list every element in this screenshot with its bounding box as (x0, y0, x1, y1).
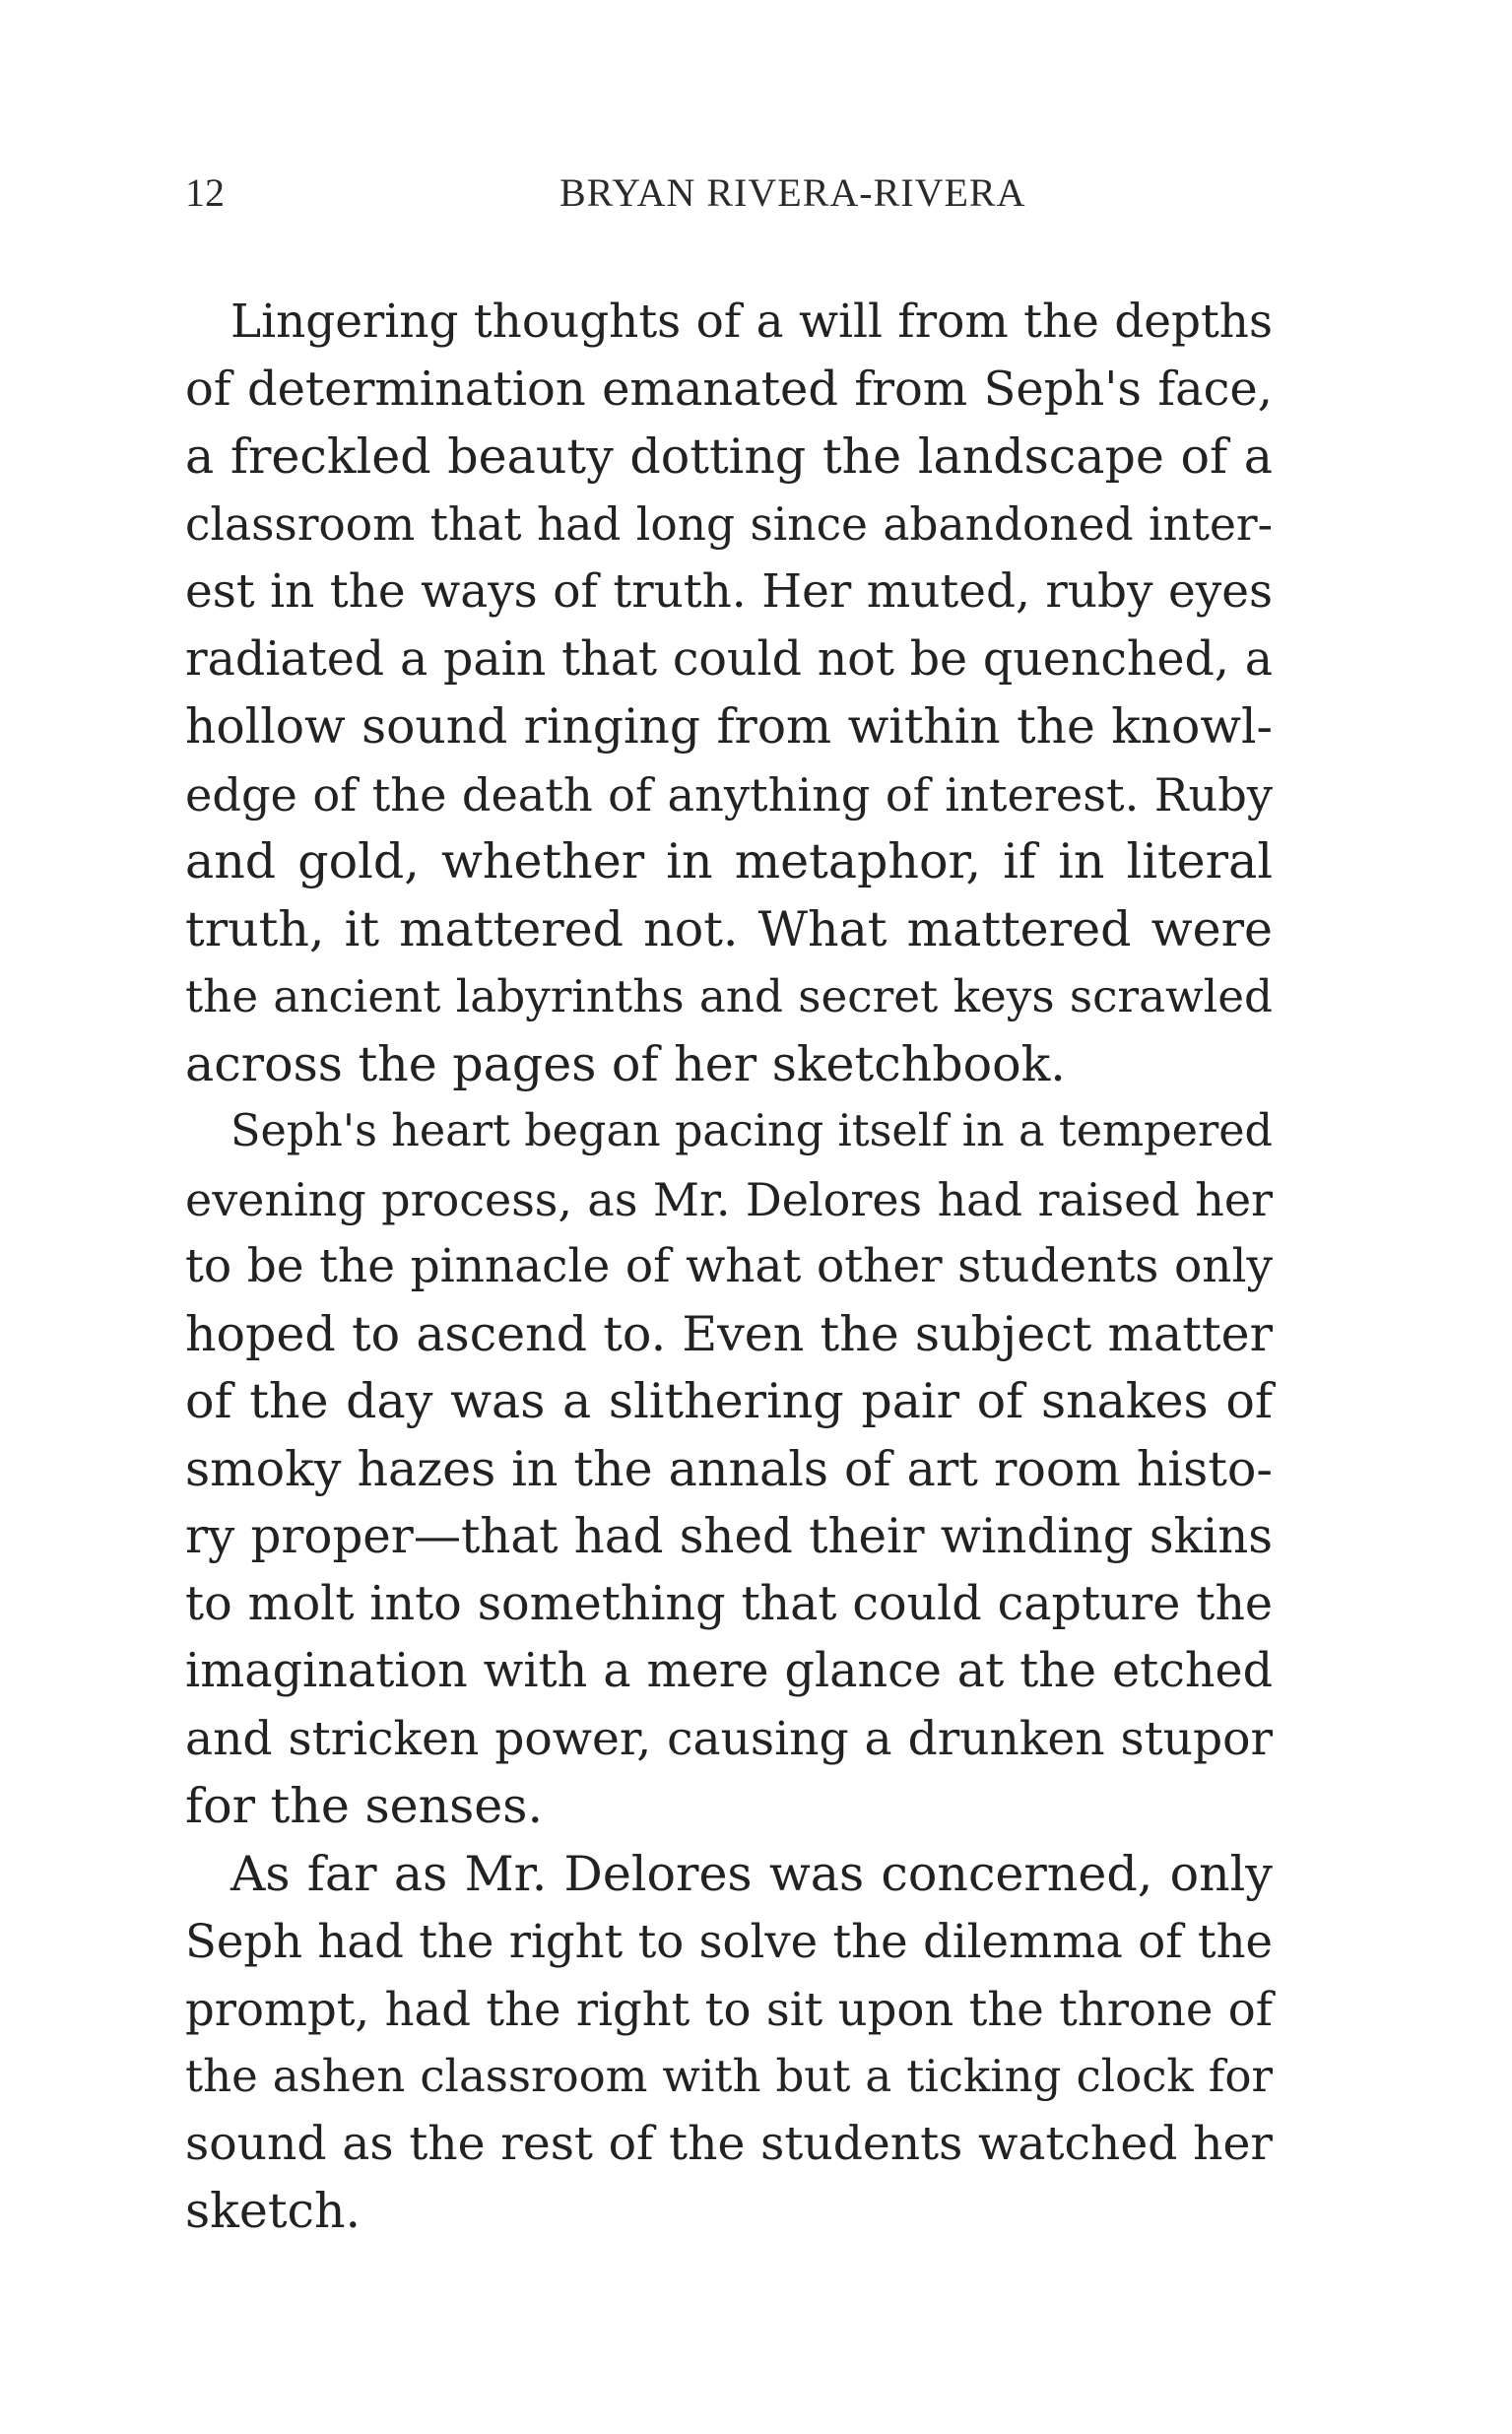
paragraph-1-line: a freckled beauty dotting the landscape of a (185, 428, 1273, 485)
paragraph-3-line: As far as Mr. Delores was concerned, only (230, 1845, 1273, 1902)
paragraph-1-line: and gold, whether in metaphor, if in literal (185, 833, 1273, 889)
paragraph-2-line: for the senses. (185, 1778, 544, 1834)
paragraph-3-line: sound as the rest of the students watched her (185, 2116, 1273, 2171)
paragraph-2-line: Seph's heart began pacing itself in a tempered (230, 1106, 1273, 1156)
author-name: BRYAN RIVERA-RIVERA (559, 170, 1026, 215)
paragraph-2-line: hoped to ascend to. Even the subject matter (185, 1305, 1273, 1362)
paragraph-2-line: of the day was a slithering pair of snakes of (185, 1373, 1273, 1429)
paragraph-1-line: across the pages of her sketchbook. (185, 1035, 1066, 1092)
running-header (0, 164, 1512, 223)
paragraph-2-line: to be the pinnacle of what other students only (185, 1239, 1273, 1293)
paragraph-2-line: evening process, as Mr. Delores had raised her (185, 1172, 1273, 1226)
paragraph-2-line: ry proper—that had shed their winding skins (185, 1509, 1273, 1564)
paragraph-2-line: smoky hazes in the annals of art room histo- (185, 1440, 1273, 1497)
body-text (185, 289, 1273, 2246)
paragraph-1-line: edge of the death of anything of interest. Ruby (185, 767, 1273, 822)
page-number: 12 (185, 170, 225, 215)
paragraph-1-line: truth, it mattered not. What mattered were (185, 900, 1273, 957)
paragraph-2-line: imagination with a mere glance at the etched (185, 1644, 1273, 1698)
paragraph-1-line: the ancient labyrinths and secret keys scrawled (185, 970, 1273, 1022)
paragraph-3-line: Seph had the right to solve the dilemma of the (185, 1915, 1273, 1968)
paragraph-1-line: radiated a pain that could not be quenched, a (185, 631, 1273, 687)
paragraph-1-line: of determination emanated from Seph's face, (185, 362, 1273, 417)
paragraph-2-line: and stricken power, causing a drunken stupor (185, 1711, 1273, 1766)
paragraph-2-line: to molt into something that could capture the (185, 1576, 1273, 1631)
paragraph-1-line: est in the ways of truth. Her muted, ruby eyes (185, 564, 1273, 619)
paragraph-1-line: Lingering thoughts of a will from the depths (230, 296, 1273, 349)
paragraph-1-line: hollow sound ringing from within the knowl- (185, 699, 1273, 755)
paragraph-1-line: classroom that had long since abandoned inter- (185, 497, 1273, 551)
paragraph-3-line: the ashen classroom with but a ticking clock for (185, 2050, 1273, 2102)
paragraph-3-line: sketch. (185, 2183, 362, 2239)
paragraph-3-line: prompt, had the right to sit upon the throne of (185, 1982, 1273, 2036)
